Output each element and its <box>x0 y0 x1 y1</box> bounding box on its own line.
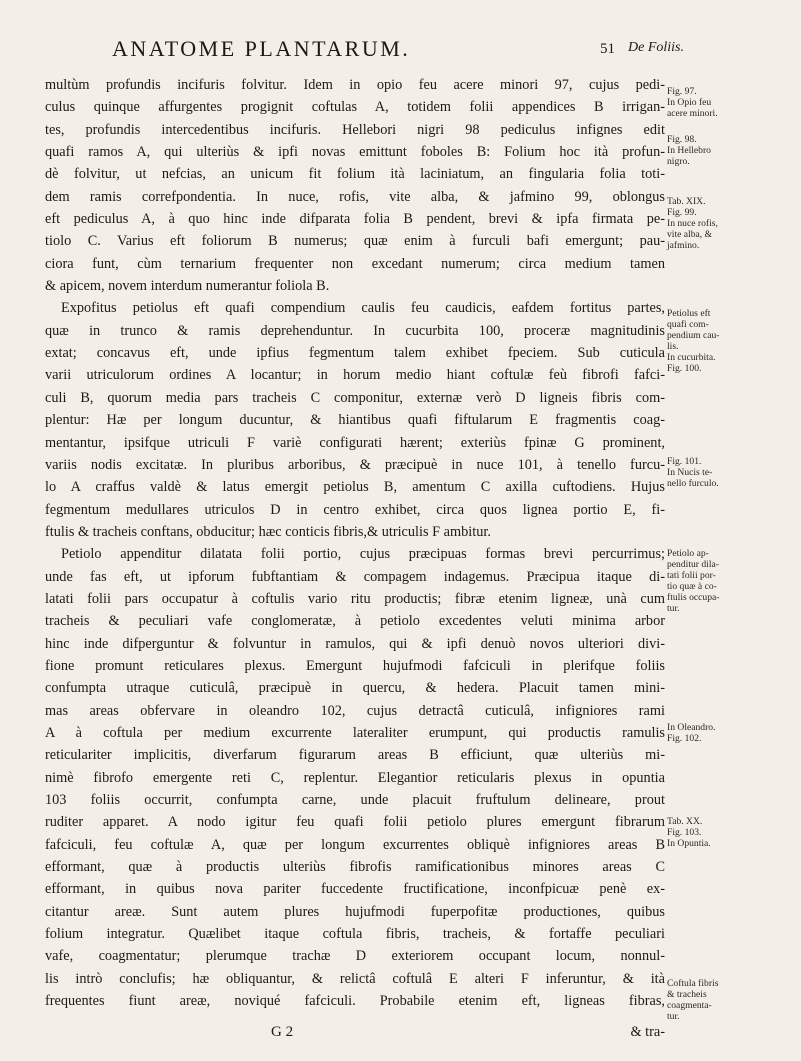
margin-note-line: penditur dila- <box>667 559 719 570</box>
margin-note-line: Fig. 100. <box>667 363 702 374</box>
text-line: ciora funt, cùm ternarium frequenter non excedant numerum; circa medium tamen <box>45 255 665 272</box>
text-line: fafciculi, feu coftulæ A, quæ per longum excurrentes obliquè infigniores areas B <box>45 836 665 853</box>
margin-note-line: In Hellebro <box>667 145 711 156</box>
text-line: dem ramis correfpondentia. In nuce, rofis, vite alba, & jafmino 99, oblongus <box>45 188 665 205</box>
margin-note <box>667 456 795 489</box>
margin-note-line: quafi com- <box>667 319 709 330</box>
margin-note-line: acere minori. <box>667 108 718 119</box>
text-line: fegmentum medullares utriculos D in centro exhibet, circa quos lignea portio E, fi- <box>45 501 665 518</box>
text-line: plentur: Hæ per longum ducuntur, & hiantibus quafi fiftularum E fragmentis coag- <box>45 412 665 429</box>
margin-note-line: In cucurbita. <box>667 352 716 363</box>
running-title: ANATOME PLANTARUM. <box>112 36 411 61</box>
text-line: efformant, in quibus nova pariter fuccedente fructificatione, inconfpicuæ penè ex- <box>45 881 665 898</box>
margin-note-line: tur. <box>667 603 680 614</box>
margin-note-line: In nuce rofis, <box>667 218 718 229</box>
catchword: & tra- <box>630 1024 665 1040</box>
margin-note-line: lis. <box>667 341 679 352</box>
text-line: frequentes fiunt areæ, noviqué fafciculi. Probabile etenim eft, ligneas fibras, <box>45 993 665 1010</box>
margin-note-line: nigro. <box>667 156 690 167</box>
text-line: tiolo C. Varius eft foliorum B numerus; quæ enim à furculi bafi emergunt; pau- <box>45 233 665 250</box>
margin-note-line: tio quæ à co- <box>667 581 717 592</box>
margin-note <box>667 548 795 614</box>
text-line: & apicem, novem interdum numerantur foliola B. <box>45 278 330 295</box>
text-line: ruditer apparet. A nodo igitur feu quafi folii petiolo plures emergunt fibrarum <box>45 814 665 831</box>
text-line: culus quinque affurgentes progignit coftulas A, totidem folii appendices B irrigan- <box>45 99 665 116</box>
text-line: unde fas eft, ut ipforum fubftantiam & compagem indagemus. Præcipua itaque di- <box>45 568 665 585</box>
margin-note <box>667 978 795 1022</box>
margin-note-line: ftulis occupa- <box>667 592 720 603</box>
text-line: latati folii pars occupatur à coftulis vario ritu productis; fibræ etenim ligneæ, unà cum <box>45 590 665 607</box>
text-line: quafi ramos A, qui ulteriùs & ipfi novas emittunt foboles B: Folium hoc ità profun- <box>45 144 665 161</box>
margin-note-line: Petiolo ap- <box>667 548 709 559</box>
margin-note-line: Fig. 97. <box>667 86 697 97</box>
page-number: 51 <box>600 41 615 57</box>
margin-note-line: In Opio feu <box>667 97 712 108</box>
text-line: mas areas obfervare in oleandro 102, cujus detractâ cuticulâ, infigniores rami <box>45 702 665 719</box>
margin-note-line: Fig. 103. <box>667 827 702 838</box>
margin-note-line: jafmino. <box>667 240 700 251</box>
text-line: folium integratur. Quælibet itaque coftula fibris, tracheis, & fortaffe peculiari <box>45 926 665 943</box>
text-line: ftulis & tracheis conftans, obducitur; hæc conticis fibris,& utriculis F ambitur. <box>45 523 491 540</box>
margin-note <box>667 86 795 119</box>
page-header <box>60 36 785 66</box>
page-footer <box>45 1024 665 1046</box>
margin-note <box>667 196 795 251</box>
margin-note-line: Tab. XX. <box>667 816 703 827</box>
text-line: tracheis & peculiari vafe conglomeratæ, à petiolo excedentes veluti minima arbor <box>45 613 665 630</box>
margin-note-line: Fig. 102. <box>667 733 702 744</box>
margin-note-line: Fig. 98. <box>667 134 697 145</box>
margin-note <box>667 722 795 744</box>
text-line: efformant, quæ à productis ulteriùs fibrofis ramificationibus minores areas C <box>45 859 665 876</box>
text-line: nimè fibrofo emergente reti C, replentur. Elegantior reticularis plexus in opuntia <box>45 769 665 786</box>
text-line: culi B, quorum media pars tracheis C componitur, externæ verò D ligneis fibris com- <box>45 389 665 406</box>
text-line: citantur areæ. Sunt autem plures hujufmodi fuperpofitæ productiones, quibus <box>45 903 665 920</box>
text-line: lo A craffus valdè & latus emergit petiolus B, amentum C axilla cuftodiens. Hujus <box>45 479 665 496</box>
margin-note-line: nello furculo. <box>667 478 719 489</box>
text-line: eft pediculus A, à quo hinc inde difparata folia B pendent, brevi & ipfa firmata pe- <box>45 211 665 228</box>
text-line: mentantur, ipsifque utriculi F variè configurati hærent; exteriùs fpinæ G prominent, <box>45 434 665 451</box>
margin-note-line: vite alba, & <box>667 229 713 240</box>
section-title: De Foliis. <box>628 40 684 55</box>
text-line: confumpta utraque cuticulâ, præcipuè in quercu, & hedera. Placuit tamen mini- <box>45 680 665 697</box>
text-line: fione promunt reticulares plexus. Emergunt hujufmodi fafciculi in plerifque foliis <box>45 657 665 674</box>
margin-note-line: tur. <box>667 1011 680 1022</box>
margin-note <box>667 134 795 167</box>
text-line: vafe, coagmentatur; plerumque trachæ D exteriorem occupant locum, nonnul- <box>45 948 665 965</box>
margin-note-line: pendium cau- <box>667 330 720 341</box>
margin-note-line: Coftula fibris <box>667 978 719 989</box>
text-line: Petiolo appenditur dilatata folii portio, cujus præcipuas formas brevi percurrimus; <box>61 546 665 563</box>
margin-note-line: In Opuntia. <box>667 838 711 849</box>
margin-note-line: Fig. 99. <box>667 207 697 218</box>
text-line: multùm profundis incifuris folvitur. Idem in opio feu acere minori 97, cujus pedi- <box>45 77 665 93</box>
text-line: quæ in trunco & ramis deprehenduntur. In cucurbita 100, proceræ magnitudinis <box>45 322 665 339</box>
text-line: tes, profundis intercedentibus incifuris. Hellebori nigri 98 pediculus infignes edit <box>45 121 665 138</box>
text-line: varii utriculorum ordines A locantur; in horum medio hiant coftulæ feù fibrofi fafci- <box>45 367 665 384</box>
text-line: 103 foliis occurrit, confumpta carne, unde placuit fruftulum delineare, prout <box>45 792 665 808</box>
margin-note-line: tati folii por- <box>667 570 716 581</box>
signature-mark: G 2 <box>271 1024 294 1040</box>
margin-note-line: Tab. XIX. <box>667 196 706 207</box>
margin-note <box>667 816 795 849</box>
text-line: lis intrò conclufis; hæ obliquantur, & relictâ coftulâ E alteri F inferuntur, & ità <box>45 970 665 987</box>
text-line: hinc inde difperguntur & folvuntur in ramulos, qui & ipfi denuò novos ulteriori divi- <box>45 635 665 652</box>
text-line: Expofitus petiolus eft quafi compendium caulis feu caudicis, eafdem fortitus partes, <box>61 300 665 317</box>
margin-note-line: & tracheis <box>667 989 707 1000</box>
text-line: dè folvitur, ut nefcias, an unicum fit folium ità laciniatum, an fingularia folia toti- <box>45 166 665 183</box>
text-line: A à coftula per medium excurrente lateraliter erumpunt, qui productis ramulis <box>45 724 665 741</box>
margin-note-line: In Oleandro. <box>667 722 716 733</box>
margin-note-line: In Nucis te- <box>667 467 713 478</box>
margin-note-line: coagmenta- <box>667 1000 712 1011</box>
text-line: reticulariter implicitis, diverfarum figurarum areas B efficiunt, quæ ulteriùs mi- <box>45 747 665 764</box>
margin-note-line: Petiolus eft <box>667 308 711 319</box>
margin-note-line: Fig. 101. <box>667 456 702 467</box>
text-line: extat; concavus eft, unde ipfius fegmentum talem exhibet fpeciem. Sub cuticula <box>45 345 665 362</box>
text-line: variis nodis excitatæ. In pluribus arboribus, & præcipuè in nuce 101, à tenello furcu- <box>45 456 665 473</box>
margin-note <box>667 308 795 374</box>
main-text <box>45 74 665 1012</box>
